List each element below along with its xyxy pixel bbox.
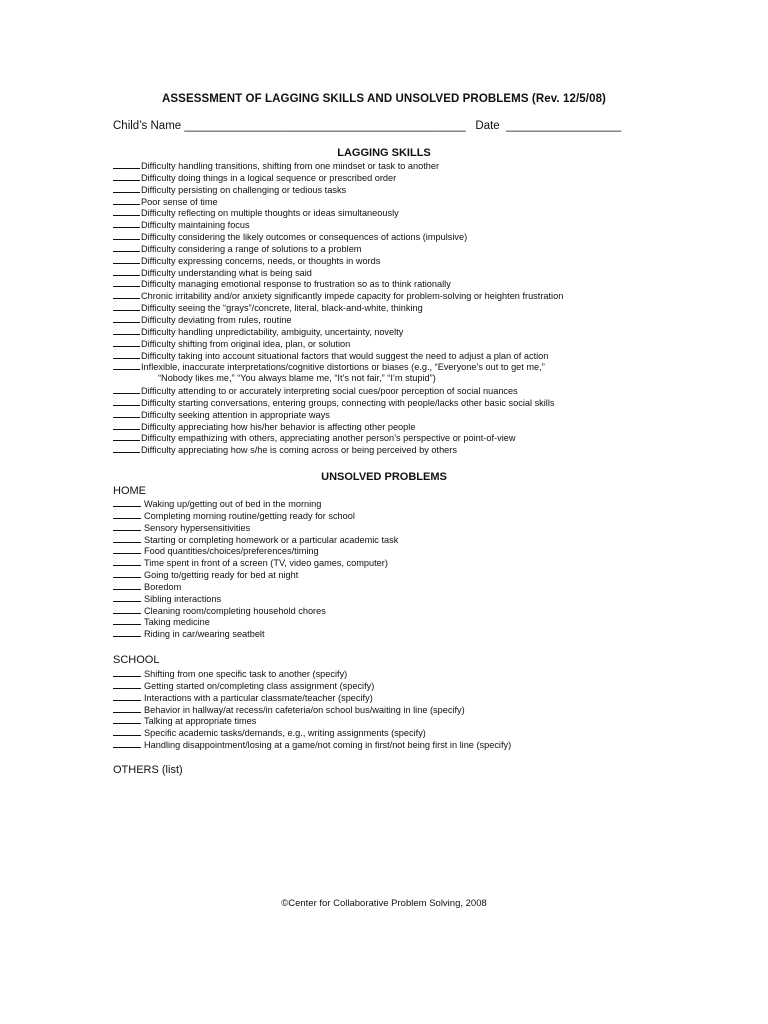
- list-item: Riding in car/wearing seatbelt: [113, 628, 398, 640]
- home-heading: HOME: [113, 485, 146, 497]
- checkbox-blank[interactable]: [113, 498, 141, 507]
- list-item: Difficulty deviating from rules, routine: [113, 314, 563, 326]
- checkbox-blank[interactable]: [113, 160, 140, 169]
- checkbox-blank[interactable]: [113, 409, 140, 418]
- date-field[interactable]: __________________: [506, 120, 622, 132]
- checkbox-blank[interactable]: [113, 326, 140, 335]
- checkbox-blank[interactable]: [113, 219, 140, 228]
- list-item: Handling disappointment/losing at a game/not coming in first/not being first in line (specify): [113, 739, 511, 751]
- list-item: Difficulty understanding what is being said: [113, 267, 563, 279]
- list-item: Inflexible, inaccurate interpretations/cognitive distortions or biases (e.g., “Everyone’s out to get me,”: [113, 361, 563, 373]
- checkbox-blank[interactable]: [113, 569, 141, 578]
- list-item: Difficulty considering the likely outcomes or consequences of actions (impulsive): [113, 231, 563, 243]
- list-item: Chronic irritability and/or anxiety significantly impede capacity for problem-solving or heighten frustration: [113, 290, 563, 302]
- child-name-label: Child’s Name: [113, 120, 182, 132]
- checkbox-blank[interactable]: [113, 605, 141, 614]
- list-item: Difficulty appreciating how his/her behavior is affecting other people: [113, 421, 563, 433]
- checkbox-blank[interactable]: [113, 361, 140, 370]
- list-item: Difficulty seeing the “grays”/concrete, literal, black-and-white, thinking: [113, 302, 563, 314]
- checkbox-blank[interactable]: [113, 421, 140, 430]
- checkbox-blank[interactable]: [113, 444, 140, 453]
- checkbox-blank[interactable]: [113, 397, 140, 406]
- date-label: Date: [475, 120, 500, 132]
- checkbox-blank[interactable]: [113, 255, 140, 264]
- list-item: Sensory hypersensitivities: [113, 522, 398, 534]
- list-item: Difficulty taking into account situational factors that would suggest the need to adjust a plan of action: [113, 350, 563, 362]
- list-item: Difficulty maintaining focus: [113, 219, 563, 231]
- checkbox-blank[interactable]: [113, 231, 140, 240]
- checkbox-blank[interactable]: [113, 534, 141, 543]
- checkbox-blank[interactable]: [113, 196, 140, 205]
- checkbox-blank[interactable]: [113, 692, 141, 701]
- list-item: Difficulty doing things in a logical sequence or prescribed order: [113, 172, 563, 184]
- list-item: Taking medicine: [113, 616, 398, 628]
- lagging-skills-heading: LAGGING SKILLS: [337, 147, 431, 159]
- checkbox-blank[interactable]: [113, 207, 140, 216]
- list-item: Talking at appropriate times: [113, 715, 511, 727]
- list-item: Difficulty attending to or accurately interpreting social cues/poor perception of social nuances: [113, 385, 563, 397]
- checkbox-blank[interactable]: [113, 715, 141, 724]
- checkbox-blank[interactable]: [113, 557, 141, 566]
- lagging-skills-list: [113, 160, 563, 456]
- list-item: Difficulty appreciating how s/he is coming across or being perceived by others: [113, 444, 563, 456]
- list-item: Time spent in front of a screen (TV, video games, computer): [113, 557, 398, 569]
- checkbox-blank[interactable]: [113, 338, 140, 347]
- list-item: Poor sense of time: [113, 196, 563, 208]
- list-item-continuation: “Nobody likes me,” “You always blame me, “It’s not fair,” “I’m stupid”): [158, 373, 436, 384]
- list-item: Starting or completing homework or a particular academic task: [113, 534, 398, 546]
- checkbox-blank[interactable]: [113, 593, 141, 602]
- school-problems-list: [113, 668, 511, 751]
- checkbox-blank[interactable]: [113, 739, 141, 748]
- checkbox-blank[interactable]: [113, 727, 141, 736]
- checkbox-blank[interactable]: [113, 385, 140, 394]
- unsolved-problems-heading: UNSOLVED PROBLEMS: [321, 471, 447, 483]
- school-heading: SCHOOL: [113, 654, 160, 666]
- list-item: Sibling interactions: [113, 593, 398, 605]
- checkbox-blank[interactable]: [113, 510, 141, 519]
- child-name-field[interactable]: ____________________________________________: [184, 120, 466, 132]
- list-item: Going to/getting ready for bed at night: [113, 569, 398, 581]
- home-problems-list: [113, 498, 398, 640]
- child-name-date-line: [113, 120, 621, 132]
- checkbox-blank[interactable]: [113, 172, 140, 181]
- checkbox-blank[interactable]: [113, 278, 140, 287]
- list-item: Specific academic tasks/demands, e.g., writing assignments (specify): [113, 727, 511, 739]
- checkbox-blank[interactable]: [113, 616, 141, 625]
- list-item: Shifting from one specific task to another (specify): [113, 668, 511, 680]
- list-item: Difficulty considering a range of solutions to a problem: [113, 243, 563, 255]
- list-item: Boredom: [113, 581, 398, 593]
- checkbox-blank[interactable]: [113, 184, 140, 193]
- list-item: Difficulty shifting from original idea, plan, or solution: [113, 338, 563, 350]
- others-heading: OTHERS (list): [113, 764, 183, 776]
- copyright-footer: ©Center for Collaborative Problem Solving, 2008: [281, 898, 487, 909]
- checkbox-blank[interactable]: [113, 581, 141, 590]
- checkbox-blank[interactable]: [113, 680, 141, 689]
- list-item: Food quantities/choices/preferences/timing: [113, 545, 398, 557]
- checkbox-blank[interactable]: [113, 302, 140, 311]
- checkbox-blank[interactable]: [113, 243, 140, 252]
- checkbox-blank[interactable]: [113, 432, 140, 441]
- list-item: Difficulty expressing concerns, needs, or thoughts in words: [113, 255, 563, 267]
- checkbox-blank[interactable]: [113, 314, 140, 323]
- list-item: Difficulty persisting on challenging or tedious tasks: [113, 184, 563, 196]
- list-item: Difficulty seeking attention in appropriate ways: [113, 409, 563, 421]
- list-item: Difficulty handling unpredictability, ambiguity, uncertainty, novelty: [113, 326, 563, 338]
- checkbox-blank[interactable]: [113, 628, 141, 637]
- list-item: Interactions with a particular classmate/teacher (specify): [113, 692, 511, 704]
- document-title: ASSESSMENT OF LAGGING SKILLS AND UNSOLVED PROBLEMS (Rev. 12/5/08): [162, 93, 606, 105]
- list-item: Cleaning room/completing household chores: [113, 605, 398, 617]
- checkbox-blank[interactable]: [113, 545, 141, 554]
- list-item: Difficulty empathizing with others, appreciating another person’s perspective or point-of-view: [113, 432, 563, 444]
- list-item: Completing morning routine/getting ready for school: [113, 510, 398, 522]
- list-item: Behavior in hallway/at recess/in cafeteria/on school bus/waiting in line (specify): [113, 704, 511, 716]
- list-item: Waking up/getting out of bed in the morning: [113, 498, 398, 510]
- list-item: Difficulty starting conversations, entering groups, connecting with people/lacks other basic social skills: [113, 397, 563, 409]
- list-item: Difficulty reflecting on multiple thoughts or ideas simultaneously: [113, 207, 563, 219]
- checkbox-blank[interactable]: [113, 290, 140, 299]
- checkbox-blank[interactable]: [113, 522, 141, 531]
- list-item: Difficulty managing emotional response to frustration so as to think rationally: [113, 278, 563, 290]
- list-item: Difficulty handling transitions, shifting from one mindset or task to another: [113, 160, 563, 172]
- list-item: Getting started on/completing class assignment (specify): [113, 680, 511, 692]
- checkbox-blank[interactable]: [113, 350, 140, 359]
- checkbox-blank[interactable]: [113, 704, 141, 713]
- checkbox-blank[interactable]: [113, 668, 141, 677]
- checkbox-blank[interactable]: [113, 267, 140, 276]
